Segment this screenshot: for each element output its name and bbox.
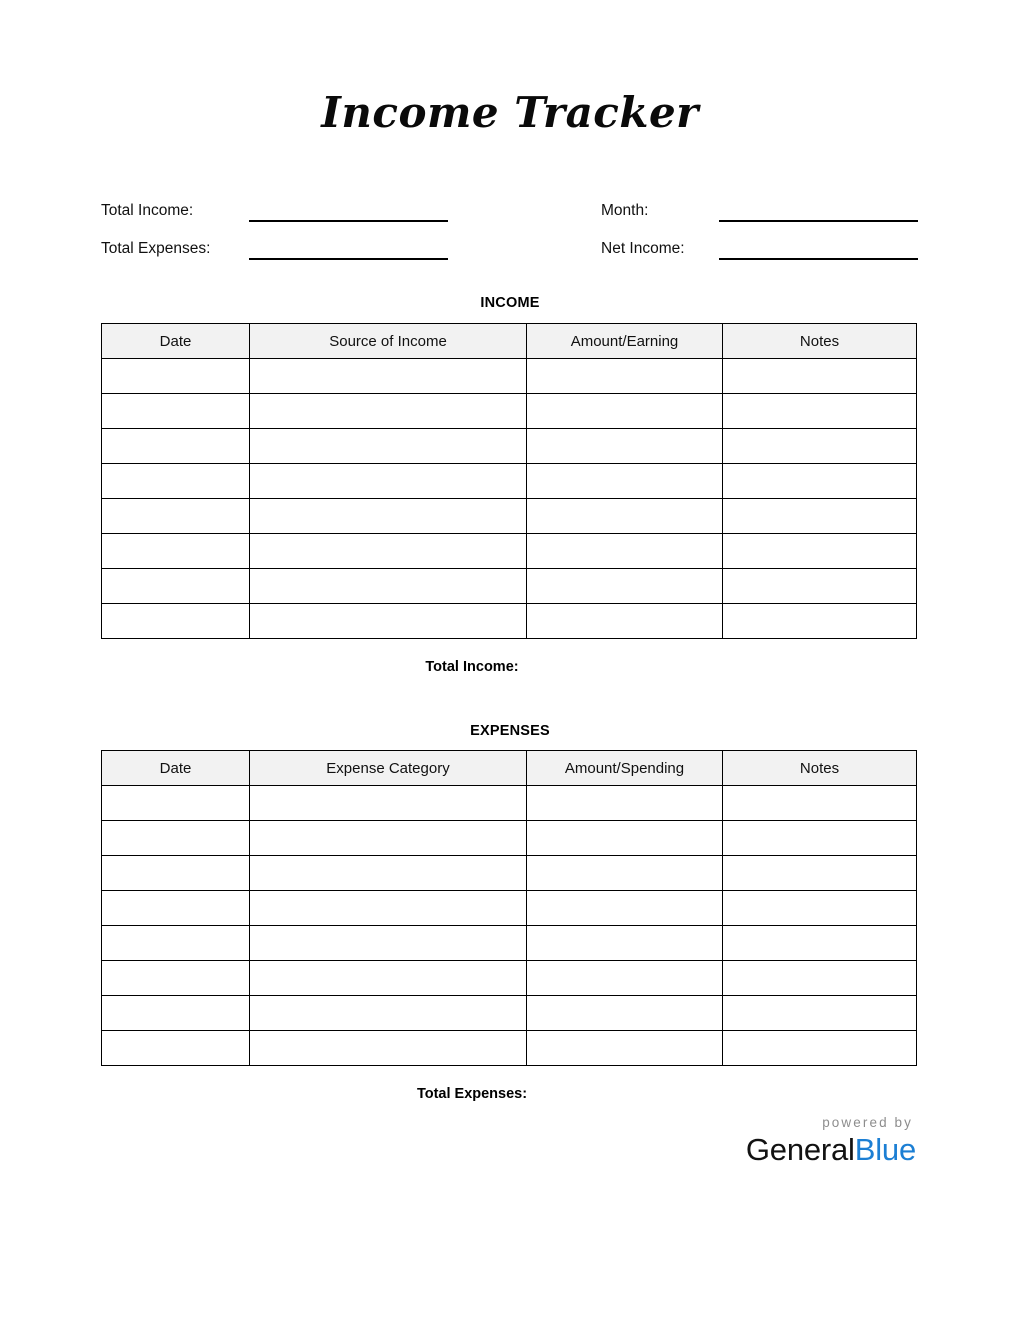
expenses-cell-amount[interactable] (527, 786, 723, 821)
expenses-col-notes: Notes (723, 751, 917, 786)
income-table (101, 323, 917, 639)
table-row (102, 569, 917, 604)
expenses-table (101, 750, 917, 1066)
field-month (601, 190, 919, 224)
table-row (102, 604, 917, 639)
expenses-cell-date[interactable] (102, 1031, 250, 1066)
expenses-cell-category[interactable] (250, 891, 527, 926)
income-cell-source[interactable] (250, 359, 527, 394)
expenses-cell-category[interactable] (250, 961, 527, 996)
expenses-cell-amount[interactable] (527, 856, 723, 891)
income-cell-notes[interactable] (723, 569, 917, 604)
expenses-cell-date[interactable] (102, 926, 250, 961)
expenses-cell-date[interactable] (102, 891, 250, 926)
field-total-expenses (101, 228, 449, 262)
field-input-net-income[interactable] (719, 258, 918, 260)
expenses-cell-category[interactable] (250, 786, 527, 821)
brand-name-general: General (745, 1132, 855, 1167)
expenses-cell-date[interactable] (102, 961, 250, 996)
income-cell-date[interactable] (102, 499, 250, 534)
income-cell-source[interactable] (250, 429, 527, 464)
income-cell-source[interactable] (250, 534, 527, 569)
brand-logo (696, 1114, 916, 1168)
income-cell-amount[interactable] (527, 464, 723, 499)
expenses-cell-amount[interactable] (527, 821, 723, 856)
income-cell-source[interactable] (250, 464, 527, 499)
income-cell-source[interactable] (250, 569, 527, 604)
income-cell-amount[interactable] (527, 534, 723, 569)
table-row (102, 891, 917, 926)
income-cell-source[interactable] (250, 499, 527, 534)
expenses-table-body (102, 786, 917, 1066)
income-cell-notes[interactable] (723, 464, 917, 499)
income-cell-notes[interactable] (723, 429, 917, 464)
expenses-cell-notes[interactable] (723, 1031, 917, 1066)
income-cell-notes[interactable] (723, 534, 917, 569)
income-col-notes: Notes (723, 324, 917, 359)
expenses-total-label: Total Expenses: (416, 1086, 528, 1102)
income-col-amount: Amount/Earning (527, 324, 723, 359)
income-cell-source[interactable] (250, 604, 527, 639)
table-row (102, 961, 917, 996)
income-table-body (102, 359, 917, 639)
table-row (102, 996, 917, 1031)
income-cell-notes[interactable] (723, 499, 917, 534)
table-row (102, 534, 917, 569)
income-cell-notes[interactable] (723, 604, 917, 639)
expenses-cell-notes[interactable] (723, 821, 917, 856)
table-row (102, 926, 917, 961)
table-row (102, 856, 917, 891)
expenses-table-header-row (102, 751, 917, 786)
expenses-cell-category[interactable] (250, 856, 527, 891)
expenses-cell-category[interactable] (250, 821, 527, 856)
table-row (102, 499, 917, 534)
brand-powered-by-text: powered by (822, 1115, 913, 1130)
expenses-cell-notes[interactable] (723, 891, 917, 926)
table-row (102, 394, 917, 429)
field-label-month: Month: (601, 202, 649, 219)
income-table-header-row (102, 324, 917, 359)
expenses-total (0, 1086, 1020, 1102)
expenses-cell-amount[interactable] (527, 891, 723, 926)
income-cell-date[interactable] (102, 359, 250, 394)
income-col-date: Date (102, 324, 250, 359)
expenses-cell-notes[interactable] (723, 996, 917, 1031)
table-row (102, 821, 917, 856)
expenses-cell-date[interactable] (102, 996, 250, 1031)
expenses-cell-amount[interactable] (527, 926, 723, 961)
income-col-source: Source of Income (250, 324, 527, 359)
expenses-col-date: Date (102, 751, 250, 786)
income-cell-date[interactable] (102, 429, 250, 464)
income-cell-amount[interactable] (527, 569, 723, 604)
table-row (102, 464, 917, 499)
expenses-cell-notes[interactable] (723, 786, 917, 821)
field-label-net-income: Net Income: (601, 240, 685, 257)
table-row (102, 359, 917, 394)
field-total-income (101, 190, 449, 224)
expenses-cell-amount[interactable] (527, 961, 723, 996)
expenses-cell-amount[interactable] (527, 996, 723, 1031)
income-cell-amount[interactable] (527, 429, 723, 464)
income-cell-date[interactable] (102, 569, 250, 604)
income-total-label: Total Income: (425, 659, 519, 675)
expenses-cell-notes[interactable] (723, 856, 917, 891)
income-cell-date[interactable] (102, 464, 250, 499)
field-input-total-income[interactable] (249, 220, 448, 222)
expenses-cell-notes[interactable] (723, 926, 917, 961)
expenses-cell-amount[interactable] (527, 1031, 723, 1066)
expenses-cell-date[interactable] (102, 786, 250, 821)
table-row (102, 786, 917, 821)
income-cell-amount[interactable] (527, 394, 723, 429)
field-label-total-income: Total Income: (101, 202, 194, 219)
income-total (0, 659, 1020, 675)
table-row (102, 1031, 917, 1066)
expenses-cell-date[interactable] (102, 821, 250, 856)
income-cell-date[interactable] (102, 394, 250, 429)
income-cell-date[interactable] (102, 534, 250, 569)
income-cell-amount[interactable] (527, 359, 723, 394)
brand-name (696, 1132, 916, 1168)
income-cell-amount[interactable] (527, 499, 723, 534)
expenses-cell-category[interactable] (250, 1031, 527, 1066)
income-cell-source[interactable] (250, 394, 527, 429)
field-net-income (601, 228, 919, 262)
expenses-col-amount: Amount/Spending (527, 751, 723, 786)
income-cell-notes[interactable] (723, 394, 917, 429)
section-heading-expenses: EXPENSES (470, 723, 550, 739)
section-heading-income: INCOME (480, 295, 540, 311)
summary-fields (101, 190, 919, 262)
expenses-cell-date[interactable] (102, 856, 250, 891)
expenses-cell-category[interactable] (250, 926, 527, 961)
income-cell-notes[interactable] (723, 359, 917, 394)
expenses-cell-notes[interactable] (723, 961, 917, 996)
income-cell-amount[interactable] (527, 604, 723, 639)
table-row (102, 429, 917, 464)
page-title: Income Tracker (321, 88, 699, 137)
expenses-cell-category[interactable] (250, 996, 527, 1031)
expenses-col-category: Expense Category (250, 751, 527, 786)
field-label-total-expenses: Total Expenses: (101, 240, 211, 257)
field-input-total-expenses[interactable] (249, 258, 448, 260)
brand-name-blue: Blue (854, 1132, 916, 1167)
field-input-month[interactable] (719, 220, 918, 222)
income-cell-date[interactable] (102, 604, 250, 639)
